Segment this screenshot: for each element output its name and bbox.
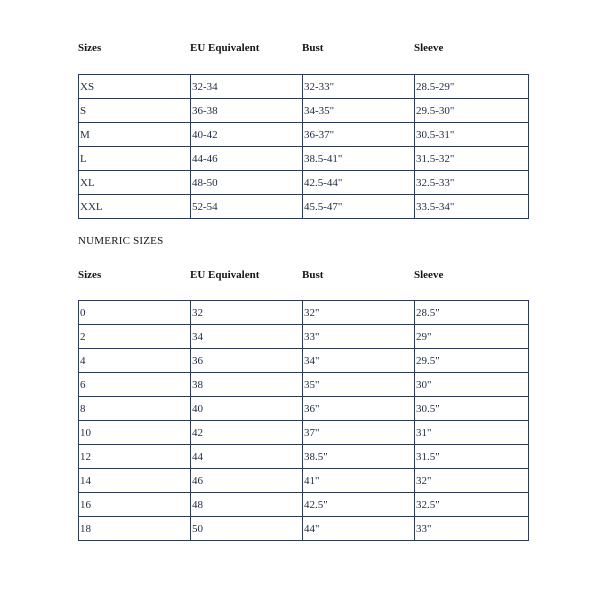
cell-eu-equivalent: 36 — [191, 349, 303, 373]
cell-eu-equivalent: 34 — [191, 325, 303, 349]
cell-eu-equivalent: 50 — [191, 517, 303, 541]
cell-size: 6 — [79, 373, 191, 397]
cell-sleeve: 29.5-30" — [415, 99, 529, 123]
cell-bust: 33" — [303, 325, 415, 349]
header-eu-equivalent: EU Equivalent — [190, 42, 260, 54]
cell-sleeve: 29.5" — [415, 349, 529, 373]
table-row — [79, 147, 529, 171]
cell-bust: 42.5" — [303, 493, 415, 517]
table-row — [79, 195, 529, 219]
cell-sleeve: 28.5-29" — [415, 75, 529, 99]
table-row — [79, 325, 529, 349]
cell-sleeve: 30" — [415, 373, 529, 397]
cell-bust: 36-37" — [303, 123, 415, 147]
cell-eu-equivalent: 40-42 — [191, 123, 303, 147]
cell-sleeve: 31" — [415, 421, 529, 445]
cell-bust: 38.5" — [303, 445, 415, 469]
header-sleeve: Sleeve — [414, 42, 444, 54]
cell-size: XL — [79, 171, 191, 195]
numeric-sizes-table — [78, 300, 529, 541]
header-sizes: Sizes — [78, 42, 102, 54]
header-sizes: Sizes — [78, 269, 102, 281]
cell-sleeve: 30.5-31" — [415, 123, 529, 147]
cell-sleeve: 30.5" — [415, 397, 529, 421]
cell-size: XXL — [79, 195, 191, 219]
cell-bust: 41" — [303, 469, 415, 493]
header-eu-equivalent: EU Equivalent — [190, 269, 260, 281]
cell-bust: 35" — [303, 373, 415, 397]
table-row — [79, 469, 529, 493]
cell-size: XS — [79, 75, 191, 99]
cell-bust: 32" — [303, 301, 415, 325]
cell-size: 16 — [79, 493, 191, 517]
cell-bust: 36" — [303, 397, 415, 421]
cell-eu-equivalent: 32 — [191, 301, 303, 325]
cell-bust: 38.5-41" — [303, 147, 415, 171]
table-row — [79, 397, 529, 421]
cell-eu-equivalent: 48 — [191, 493, 303, 517]
table-row — [79, 445, 529, 469]
header-sleeve: Sleeve — [414, 269, 444, 281]
cell-eu-equivalent: 32-34 — [191, 75, 303, 99]
cell-bust: 45.5-47" — [303, 195, 415, 219]
cell-eu-equivalent: 42 — [191, 421, 303, 445]
cell-size: L — [79, 147, 191, 171]
header-bust: Bust — [302, 269, 324, 281]
cell-size: 18 — [79, 517, 191, 541]
cell-eu-equivalent: 52-54 — [191, 195, 303, 219]
table-row — [79, 99, 529, 123]
cell-sleeve: 32.5" — [415, 493, 529, 517]
cell-sleeve: 31.5-32" — [415, 147, 529, 171]
cell-size: 0 — [79, 301, 191, 325]
cell-size: 2 — [79, 325, 191, 349]
cell-size: 8 — [79, 397, 191, 421]
cell-bust: 34-35" — [303, 99, 415, 123]
cell-sleeve: 29" — [415, 325, 529, 349]
table-row — [79, 301, 529, 325]
cell-eu-equivalent: 44-46 — [191, 147, 303, 171]
cell-bust: 37" — [303, 421, 415, 445]
cell-sleeve: 32.5-33" — [415, 171, 529, 195]
letter-sizes-table — [78, 74, 529, 219]
table-row — [79, 349, 529, 373]
table-row — [79, 171, 529, 195]
cell-bust: 44" — [303, 517, 415, 541]
cell-bust: 32-33" — [303, 75, 415, 99]
cell-size: 14 — [79, 469, 191, 493]
cell-sleeve: 32" — [415, 469, 529, 493]
table-row — [79, 493, 529, 517]
letter-sizes-header — [78, 42, 528, 58]
cell-size: 12 — [79, 445, 191, 469]
table-row — [79, 373, 529, 397]
header-bust: Bust — [302, 42, 324, 54]
numeric-sizes-title: NUMERIC SIZES — [78, 235, 164, 247]
cell-eu-equivalent: 48-50 — [191, 171, 303, 195]
cell-eu-equivalent: 38 — [191, 373, 303, 397]
numeric-sizes-header — [78, 269, 528, 285]
cell-sleeve: 28.5" — [415, 301, 529, 325]
cell-sleeve: 31.5" — [415, 445, 529, 469]
cell-eu-equivalent: 36-38 — [191, 99, 303, 123]
table-row — [79, 123, 529, 147]
table-row — [79, 421, 529, 445]
table-row — [79, 517, 529, 541]
cell-size: M — [79, 123, 191, 147]
cell-eu-equivalent: 46 — [191, 469, 303, 493]
cell-size: 10 — [79, 421, 191, 445]
cell-size: 4 — [79, 349, 191, 373]
cell-bust: 42.5-44" — [303, 171, 415, 195]
cell-sleeve: 33" — [415, 517, 529, 541]
cell-sleeve: 33.5-34" — [415, 195, 529, 219]
cell-size: S — [79, 99, 191, 123]
table-row — [79, 75, 529, 99]
cell-eu-equivalent: 40 — [191, 397, 303, 421]
cell-eu-equivalent: 44 — [191, 445, 303, 469]
cell-bust: 34" — [303, 349, 415, 373]
